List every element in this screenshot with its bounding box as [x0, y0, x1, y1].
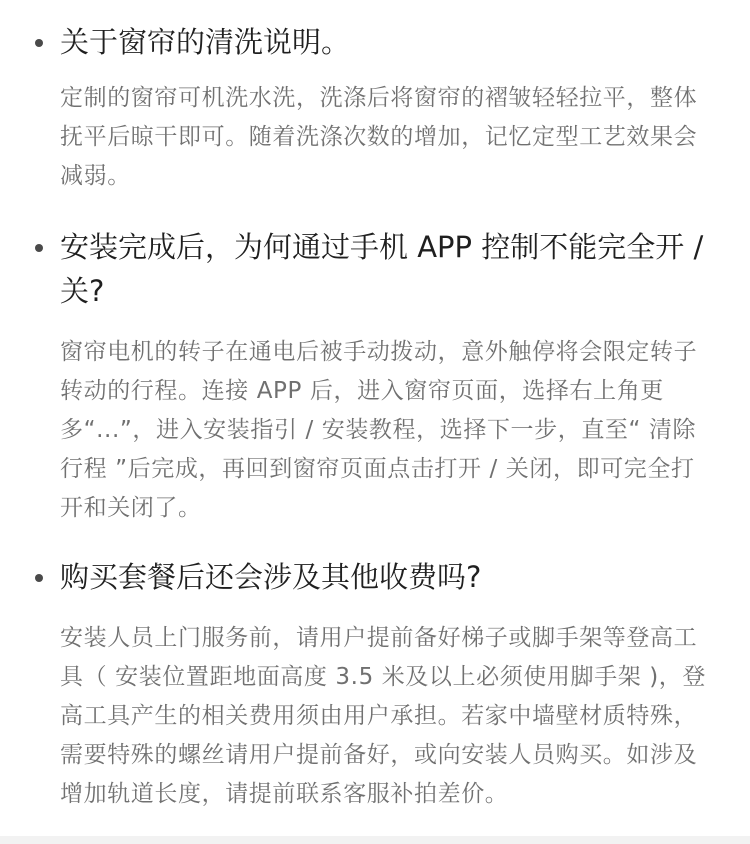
- faq-answer: 定制的窗帘可机洗水洗，洗涤后将窗帘的褶皱轻轻拉平，整体抚平后晾干即可。随着洗涤次数的增加，记忆定型工艺效果会减弱。: [60, 85, 698, 189]
- bullet-dot-icon: [35, 244, 43, 252]
- faq-item-extra-fees: [0, 555, 750, 814]
- faq-answer: 安装人员上门服务前，请用户提前备好梯子或脚手架等登高工具（ 安装位置距地面高度 3.5 米及以上必须使用脚手架 )，登高工具产生的相关费用须由用户承担。若家中墙壁材质特殊，需要特殊的螺丝请用户提前备好，或向安装人员购买。如涉及增加轨道长度，请提前联系客服补拍差价。: [60, 625, 706, 807]
- bullet-dot-icon: [35, 574, 43, 582]
- faq-question-text: 购买套餐后还会涉及其他收费吗?: [60, 560, 482, 594]
- faq-question-text: 安装完成后，为何通过手机 APP 控制不能完全开 / 关?: [60, 230, 704, 308]
- faq-item-curtain-washing: [0, 20, 750, 196]
- bottom-divider: [0, 836, 750, 844]
- faq-item-app-control: [0, 225, 750, 528]
- bullet-dot-icon: [35, 39, 43, 47]
- faq-question: [0, 20, 750, 64]
- faq-question-text: 关于窗帘的清洗说明。: [60, 25, 351, 59]
- faq-answer: 窗帘电机的转子在通电后被手动拨动，意外触停将会限定转子转动的行程。连接 APP 后，进入窗帘页面，选择右上角更多“...”，进入安装指引 / 安装教程，选择下一步，直至“ 清除行程 ”后完成，再回到窗帘页面点击打开 / 关闭，即可完全打开和关闭了。: [60, 339, 698, 521]
- faq-question: [0, 225, 750, 313]
- faq-question: [0, 555, 750, 599]
